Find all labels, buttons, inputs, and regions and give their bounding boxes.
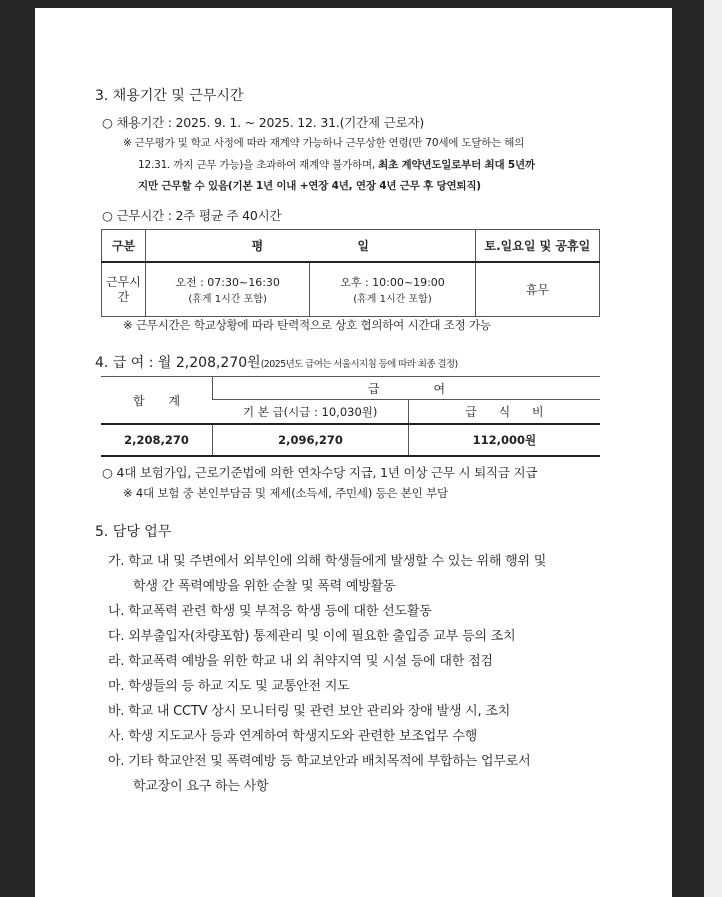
salary-table xyxy=(101,376,600,457)
header-salary: 급 여 xyxy=(213,377,600,400)
duty-item-sa: 사. 학생 지도교사 등과 연계하여 학생지도와 관련한 보조업무 수행 xyxy=(108,729,478,744)
total-value: 2,208,270 xyxy=(101,424,213,456)
morning-shift-break: (휴게 1시간 포함) xyxy=(188,294,267,305)
duty-item-ma: 마. 학생들의 등 하교 지도 및 교통안전 지도 xyxy=(108,679,350,694)
salary-table-values-row xyxy=(101,424,600,456)
header-weekday: 평 일 xyxy=(145,230,475,263)
duty-item-ga-line-1: 가. 학교 내 및 주변에서 외부인에 의해 학생들에게 발생할 수 있는 위해 행위 및 xyxy=(108,554,547,569)
header-division: 구분 xyxy=(102,230,146,263)
working-hours-table-row xyxy=(102,262,600,317)
header-base-pay: 기 본 급(시급 : 10,030원) xyxy=(213,400,409,425)
morning-shift-cell xyxy=(145,262,309,317)
section-5-heading: 5. 담당 업무 xyxy=(95,524,172,540)
section-3-heading: 3. 채용기간 및 근무시간 xyxy=(95,88,244,104)
duty-item-ba: 바. 학교 내 CCTV 상시 모니터링 및 관련 보안 관리와 장애 발생 시, 조치 xyxy=(108,704,511,719)
section-4-heading xyxy=(95,355,458,372)
header-meal-allowance: 급 식 비 xyxy=(408,400,600,425)
working-hours-table-header xyxy=(102,230,600,263)
contract-note-line-3: 지만 근무할 수 있음(기본 1년 이내 +연장 4년, 연장 4년 근무 후 당연퇴직) xyxy=(138,180,481,192)
working-hours-table xyxy=(101,229,600,317)
holiday-cell: 휴무 xyxy=(475,262,599,317)
duty-item-a-line-1: 아. 기타 학교안전 및 폭력예방 등 학교보안과 배치목적에 부합하는 업무로서 xyxy=(108,754,531,769)
salary-heading-note: (2025년도 급여는 서울시지침 등에 따라 최종 결정) xyxy=(260,359,458,370)
afternoon-shift-cell xyxy=(310,262,475,317)
working-hours-line: ○ 근무시간 : 2주 평균 주 40시간 xyxy=(102,208,282,223)
header-total: 합 계 xyxy=(101,377,213,425)
morning-shift-time: 오전 : 07:30~16:30 xyxy=(175,276,280,289)
contract-note-line-2-bold: 최초 계약년도일로부터 최대 5년까 xyxy=(378,159,535,171)
afternoon-shift-break: (휴게 1시간 포함) xyxy=(353,294,432,305)
base-pay-value: 2,096,270 xyxy=(213,424,409,456)
working-hours-note: ※ 근무시간은 학교상황에 따라 탄력적으로 상호 협의하여 시간대 조정 가능 xyxy=(123,318,491,332)
row-label-working-hours xyxy=(102,262,146,317)
duty-item-a-line-2: 학교장이 요구 하는 사항 xyxy=(133,779,269,794)
contract-note-line-2-text: 12.31. 까지 근무 가능)을 초과하여 재계약 불가하며, xyxy=(138,159,379,171)
duty-item-da: 다. 외부출입자(차량포함) 통제관리 및 이에 필요한 출입증 교부 등의 조치 xyxy=(108,629,516,644)
meal-allowance-value: 112,000원 xyxy=(408,424,600,456)
vertical-scrollbar[interactable] xyxy=(704,0,722,897)
insurance-note: ※ 4대 보험 중 본인부담금 및 제세(소득세, 주민세) 등은 본인 부담 xyxy=(123,486,448,500)
contract-note-line-2 xyxy=(138,159,535,172)
employment-period-line: ○ 채용기간 : 2025. 9. 1. ~ 2025. 12. 31.(기간제 근로자) xyxy=(102,115,425,130)
header-holiday: 토.일요일 및 공휴일 xyxy=(475,230,599,263)
contract-note-line-1: ※ 근무평가 및 학교 사정에 따라 재계약 가능하나 근무상한 연령(만 70세에 도달하는 해의 xyxy=(123,137,525,149)
duty-item-na: 나. 학교폭력 관련 학생 및 부적응 학생 등에 대한 선도활동 xyxy=(108,604,432,619)
duty-item-ga-line-2: 학생 간 폭력예방을 위한 순찰 및 폭력 예방활동 xyxy=(133,579,396,594)
salary-heading: 4. 급 여 : 월 2,208,270원 xyxy=(95,355,261,371)
duty-item-ra: 라. 학교폭력 예방을 위한 학교 내 외 취약지역 및 시설 등에 대한 점검 xyxy=(108,654,493,669)
row-label-text: 근무시간 xyxy=(106,274,141,304)
afternoon-shift-time: 오후 : 10:00~19:00 xyxy=(340,276,445,289)
insurance-line: ○ 4대 보험가입, 근로기준법에 의한 연차수당 지급, 1년 이상 근무 시 퇴직금 지급 xyxy=(102,465,538,480)
salary-table-header-row-1 xyxy=(101,377,600,400)
